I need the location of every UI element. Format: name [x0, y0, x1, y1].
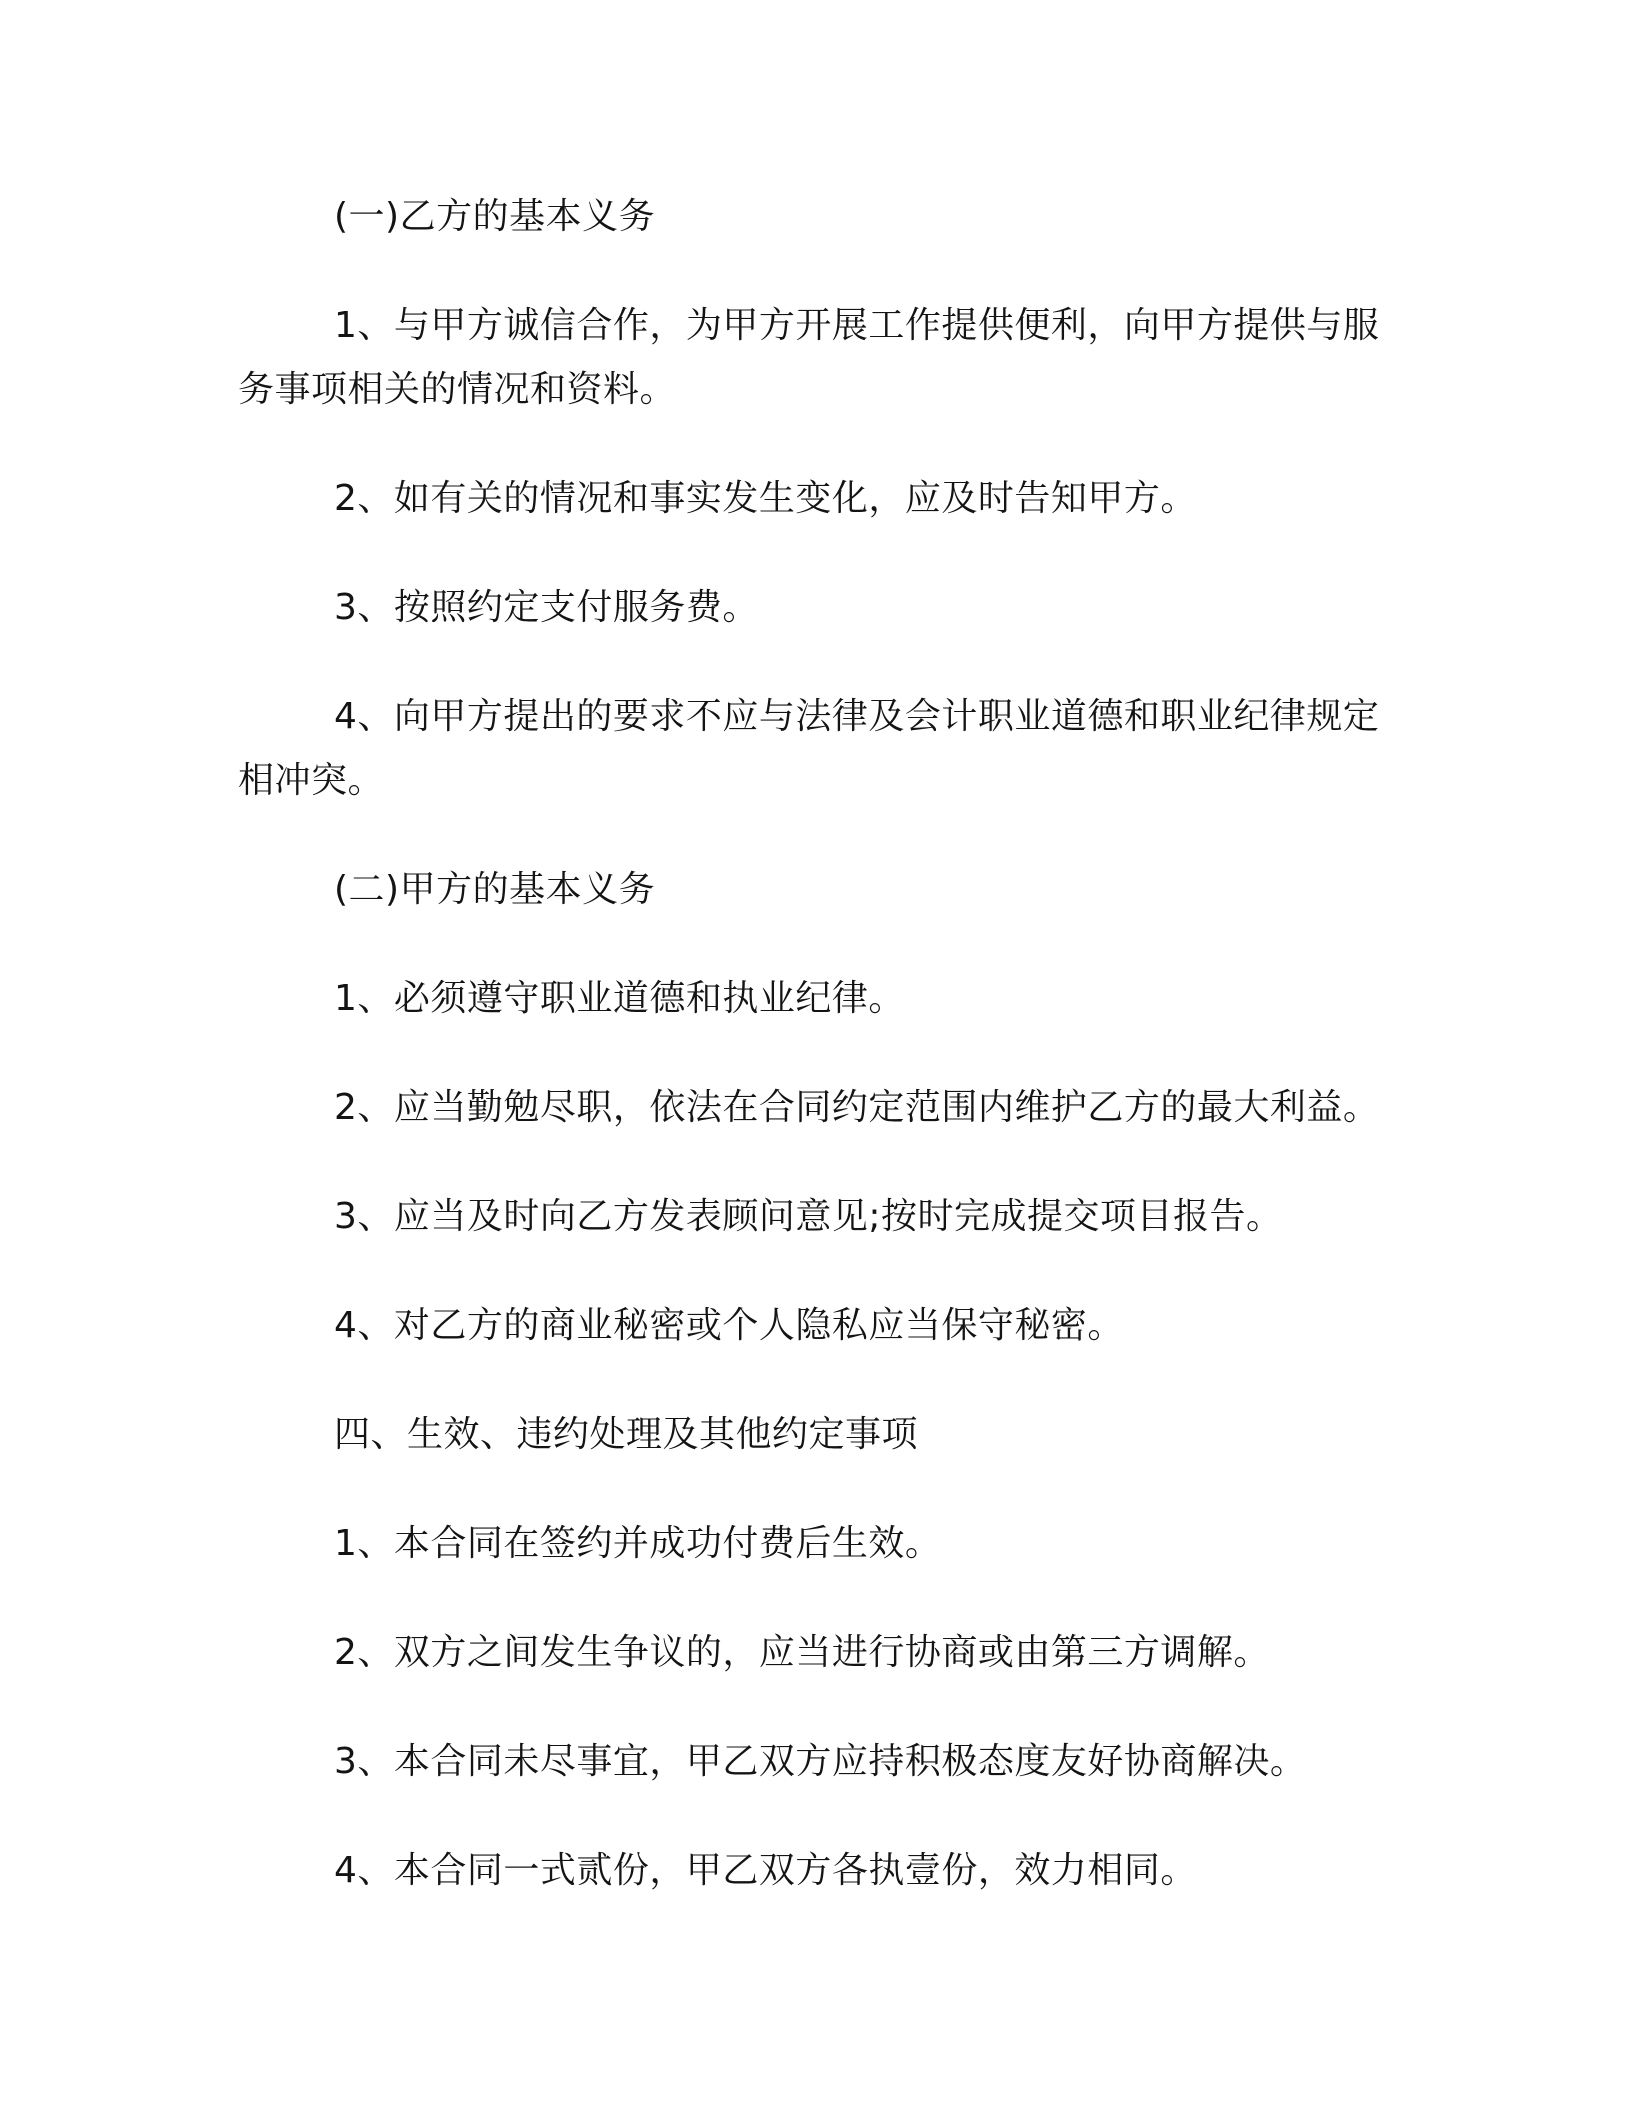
- document-body: [238, 185, 1388, 1948]
- section-heading-effectiveness: 四、生效、违约处理及其他约定事项: [334, 1414, 919, 1455]
- paragraph-effect-2: 2、双方之间发生争议的，应当进行协商或由第三方调解。: [334, 1632, 1270, 1673]
- paragraph-b-2: 2、如有关的情况和事实发生变化，应及时告知甲方。: [334, 478, 1197, 519]
- paragraph-b-3: 3、按照约定支付服务费。: [334, 587, 759, 628]
- paragraph-b-4: 4、向甲方提出的要求不应与法律及会计职业道德和职业纪律规定相冲突。: [238, 696, 1380, 801]
- paragraph-b-1: 1、与甲方诚信合作，为甲方开展工作提供便利，向甲方提供与服务事项相关的情况和资料。: [238, 305, 1380, 410]
- paragraph-effect-3: 3、本合同未尽事宜，甲乙双方应持积极态度友好协商解决。: [334, 1741, 1307, 1782]
- section-heading-party-b-obligations: (一)乙方的基本义务: [334, 196, 656, 237]
- paragraph-a-1: 1、必须遵守职业道德和执业纪律。: [334, 978, 905, 1019]
- paragraph-effect-1: 1、本合同在签约并成功付费后生效。: [334, 1523, 942, 1564]
- paragraph-a-4: 4、对乙方的商业秘密或个人隐私应当保守秘密。: [334, 1305, 1124, 1346]
- paragraph-effect-4: 4、本合同一式贰份，甲乙双方各执壹份，效力相同。: [334, 1850, 1197, 1891]
- paragraph-a-3: 3、应当及时向乙方发表顾问意见;按时完成提交项目报告。: [334, 1196, 1283, 1237]
- paragraph-a-2: 2、应当勤勉尽职，依法在合同约定范围内维护乙方的最大利益。: [334, 1087, 1380, 1128]
- section-heading-party-a-obligations: (二)甲方的基本义务: [334, 869, 656, 910]
